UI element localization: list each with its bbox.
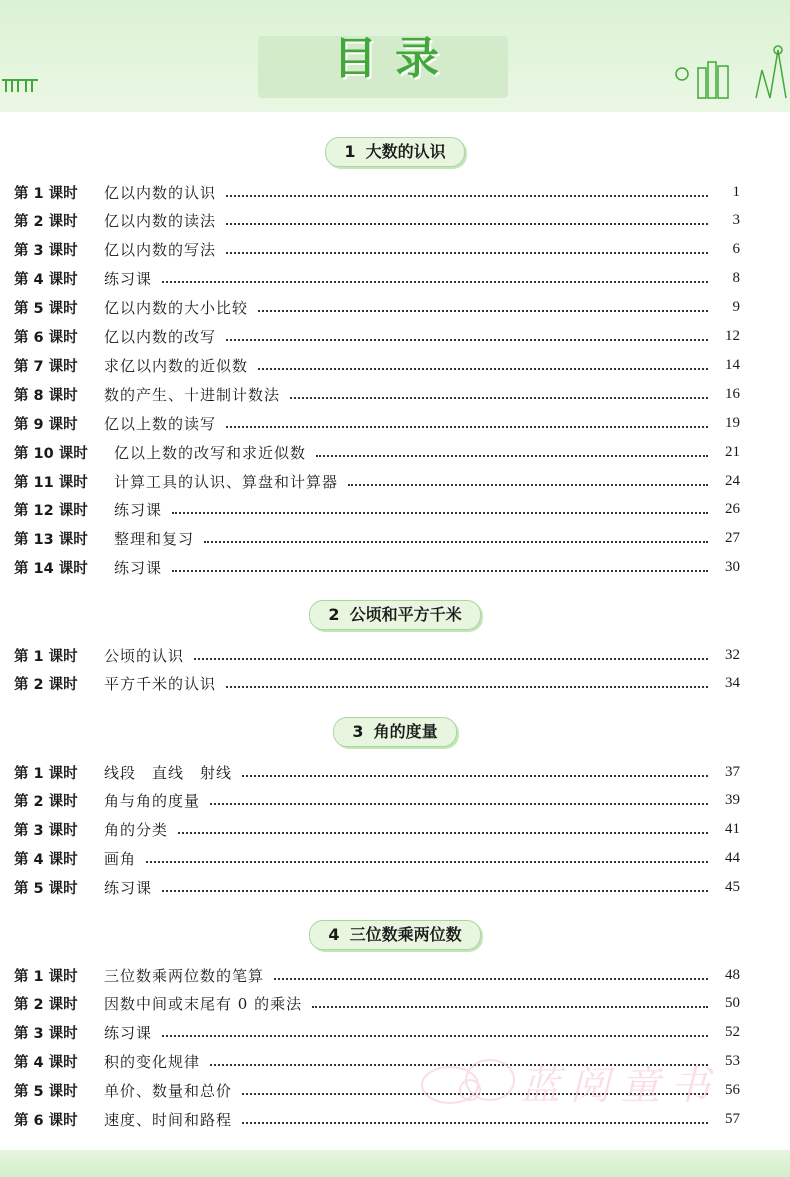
lesson-label: 第 7 课时: [14, 358, 78, 375]
lesson-label: 第 6 课时: [14, 330, 78, 346]
lesson-label: 第 2 课时: [14, 214, 78, 231]
page-number: 1: [732, 183, 740, 200]
dot-leader: [258, 309, 708, 312]
dot-leader: [290, 396, 708, 399]
dot-leader: [172, 511, 708, 514]
lesson-topic: 亿以上数的改写和求近似数: [114, 443, 307, 462]
lesson-topic: 速度、时间和路程: [104, 1111, 233, 1129]
unit-heading: [0, 600, 790, 630]
toc-row[interactable]: [14, 642, 740, 668]
dot-leader: [210, 802, 708, 805]
lesson-topic: 因数中间或末尾有 0 的乘法: [104, 995, 303, 1014]
toc-row[interactable]: [14, 266, 740, 292]
unit-heading-pill[interactable]: [333, 717, 456, 747]
lesson-label: 第 3 课时: [14, 243, 78, 260]
dot-leader: [178, 831, 708, 834]
toc-row[interactable]: [14, 817, 740, 843]
lesson-label: 第 4 课时: [14, 272, 78, 289]
page-number: 12: [725, 328, 740, 344]
dot-leader: [226, 425, 708, 428]
lesson-label: 第 8 课时: [14, 387, 78, 404]
toc-row[interactable]: [14, 846, 740, 872]
dot-leader: [226, 338, 708, 341]
unit-heading-pill[interactable]: [309, 920, 480, 950]
page-number: 30: [725, 559, 740, 576]
unit-heading-pill[interactable]: [309, 600, 480, 630]
lesson-topic: 整理和复习: [114, 530, 195, 549]
unit-title: 公顷和平方千米: [349, 605, 462, 624]
lesson-topic: 练习课: [114, 501, 163, 520]
lesson-label: 第 1 课时: [14, 185, 78, 202]
toc-row[interactable]: [14, 468, 740, 494]
lesson-label: 第 5 课时: [14, 301, 78, 318]
page-number: 26: [725, 501, 740, 518]
dot-leader: [274, 977, 708, 980]
lesson-topic: 求亿以内数的近似数: [104, 356, 249, 375]
lesson-topic: 数的产生、十进制计数法: [104, 385, 281, 404]
toc-row[interactable]: [14, 788, 740, 814]
unit-number: 3: [352, 722, 364, 741]
toc-row[interactable]: [14, 295, 740, 321]
lesson-topic: 亿以上数的读写: [104, 414, 217, 433]
dot-leader: [226, 194, 708, 197]
page-number: 37: [725, 763, 740, 780]
lesson-topic: 角与角的度量: [104, 792, 201, 811]
footer-band: [0, 1150, 790, 1177]
dot-leader: [226, 685, 708, 688]
lesson-label: 第 14 课时: [14, 561, 88, 578]
header-band: [0, 0, 790, 112]
lesson-topic: 线段 直线 射线: [104, 763, 233, 782]
unit-number: 1: [344, 142, 356, 161]
lesson-label: 第 2 课时: [14, 997, 78, 1014]
page-number: 21: [725, 443, 740, 460]
page-title: 目录: [333, 33, 457, 84]
unit-number: 4: [328, 925, 340, 944]
dot-leader: [242, 774, 708, 777]
toc-row[interactable]: [14, 555, 740, 581]
dot-leader: [204, 540, 708, 543]
page-number: 27: [725, 530, 740, 547]
page-number: 9: [732, 299, 740, 316]
lesson-topic: 亿以内数的读法: [104, 212, 217, 231]
lesson-topic: 平方千米的认识: [104, 675, 217, 694]
lesson-label: 第 2 课时: [14, 794, 78, 811]
lesson-label: 第 1 课时: [14, 765, 78, 782]
lesson-label: 第 5 课时: [14, 1084, 78, 1101]
toc-row[interactable]: [14, 497, 740, 523]
lesson-label: 第 6 课时: [14, 1113, 78, 1129]
unit-title: 三位数乘两位数: [349, 925, 462, 944]
dot-leader: [172, 569, 708, 572]
lesson-label: 第 2 课时: [14, 677, 78, 694]
page-number: 45: [725, 879, 740, 896]
dot-leader: [226, 251, 708, 254]
watermark-logo: [410, 1040, 740, 1130]
lesson-label: 第 1 课时: [14, 648, 78, 665]
toc-row[interactable]: [14, 410, 740, 436]
toc-row[interactable]: [14, 381, 740, 407]
page-number: 56: [725, 1082, 740, 1099]
unit-number: 2: [328, 605, 340, 624]
building-sketch-icon: [670, 30, 790, 112]
toc-row[interactable]: [14, 237, 740, 263]
lesson-label: 第 4 课时: [14, 1055, 78, 1072]
lesson-topic: 亿以内数的大小比较: [104, 299, 249, 318]
toc-row[interactable]: [14, 991, 740, 1017]
lesson-topic: 亿以内数的写法: [104, 241, 217, 260]
lesson-topic: 练习课: [104, 879, 153, 898]
page-number: 39: [725, 792, 740, 809]
lesson-topic: 计算工具的认识、算盘和计算器: [114, 472, 339, 491]
dot-leader: [162, 1034, 708, 1037]
page-number: 48: [725, 966, 740, 983]
lesson-topic: 亿以内数的认识: [104, 183, 217, 202]
lesson-topic: 练习课: [104, 270, 153, 289]
toc-row[interactable]: [14, 671, 740, 697]
page-number: 50: [725, 995, 740, 1012]
page-number: 16: [725, 385, 740, 402]
toc-row[interactable]: [14, 208, 740, 234]
toc-row[interactable]: [14, 875, 740, 901]
dot-leader: [162, 280, 708, 283]
watermark-text: 蓝阅童书: [520, 1063, 720, 1109]
grass-decoration-icon: [0, 70, 40, 100]
unit-title: 角的度量: [373, 722, 438, 741]
dot-leader: [194, 657, 708, 660]
dot-leader: [316, 454, 708, 457]
dot-leader: [226, 222, 708, 225]
dot-leader: [348, 483, 708, 486]
page-number: 8: [732, 270, 740, 287]
lesson-topic: 公顷的认识: [104, 646, 185, 665]
page-number: 3: [732, 212, 740, 229]
lesson-topic: 画角: [104, 850, 137, 869]
lesson-label: 第 3 课时: [14, 823, 78, 840]
toc-row[interactable]: [14, 324, 740, 350]
lesson-label: 第 13 课时: [14, 532, 88, 549]
toc-row[interactable]: [14, 526, 740, 552]
lesson-label: 第 10 课时: [14, 445, 88, 462]
unit-title: 大数的认识: [365, 142, 446, 161]
toc-row[interactable]: [14, 759, 740, 785]
lesson-topic: 练习课: [114, 559, 163, 578]
page-number: 19: [725, 414, 740, 431]
lesson-topic: 角的分类: [104, 821, 169, 840]
unit-heading: [0, 717, 790, 747]
page-number: 44: [725, 850, 740, 867]
page-number: 6: [732, 241, 740, 258]
lesson-label: 第 12 课时: [14, 503, 88, 520]
lesson-topic: 单价、数量和总价: [104, 1082, 233, 1101]
page-number: 14: [725, 356, 740, 373]
dot-leader: [146, 860, 708, 863]
unit-heading-pill[interactable]: [325, 137, 464, 167]
unit-heading: [0, 137, 790, 167]
lesson-label: 第 9 课时: [14, 416, 78, 433]
page-number: 41: [725, 821, 740, 838]
page-number: 52: [725, 1024, 740, 1041]
toc-row[interactable]: [14, 352, 740, 378]
page-number: 34: [725, 675, 740, 692]
lesson-label: 第 3 课时: [14, 1026, 78, 1043]
lesson-topic: 积的变化规律: [104, 1053, 201, 1072]
unit-heading: [0, 920, 790, 950]
dot-leader: [258, 367, 708, 370]
dot-leader: [312, 1005, 708, 1008]
lesson-label: 第 11 课时: [14, 474, 88, 491]
page-number: 24: [725, 472, 740, 489]
dot-leader: [162, 889, 708, 892]
page-number: 57: [725, 1111, 740, 1127]
lesson-label: 第 4 课时: [14, 852, 78, 869]
lesson-topic: 练习课: [104, 1024, 153, 1043]
toc-row[interactable]: [14, 962, 740, 988]
page-number: 53: [725, 1053, 740, 1070]
lesson-label: 第 5 课时: [14, 881, 78, 898]
page-number: 32: [725, 646, 740, 663]
toc-row[interactable]: [14, 439, 740, 465]
lesson-topic: 三位数乘两位数的笔算: [104, 966, 265, 985]
lesson-label: 第 1 课时: [14, 968, 78, 985]
lesson-topic: 亿以内数的改写: [104, 328, 217, 346]
toc-row[interactable]: [14, 179, 740, 205]
